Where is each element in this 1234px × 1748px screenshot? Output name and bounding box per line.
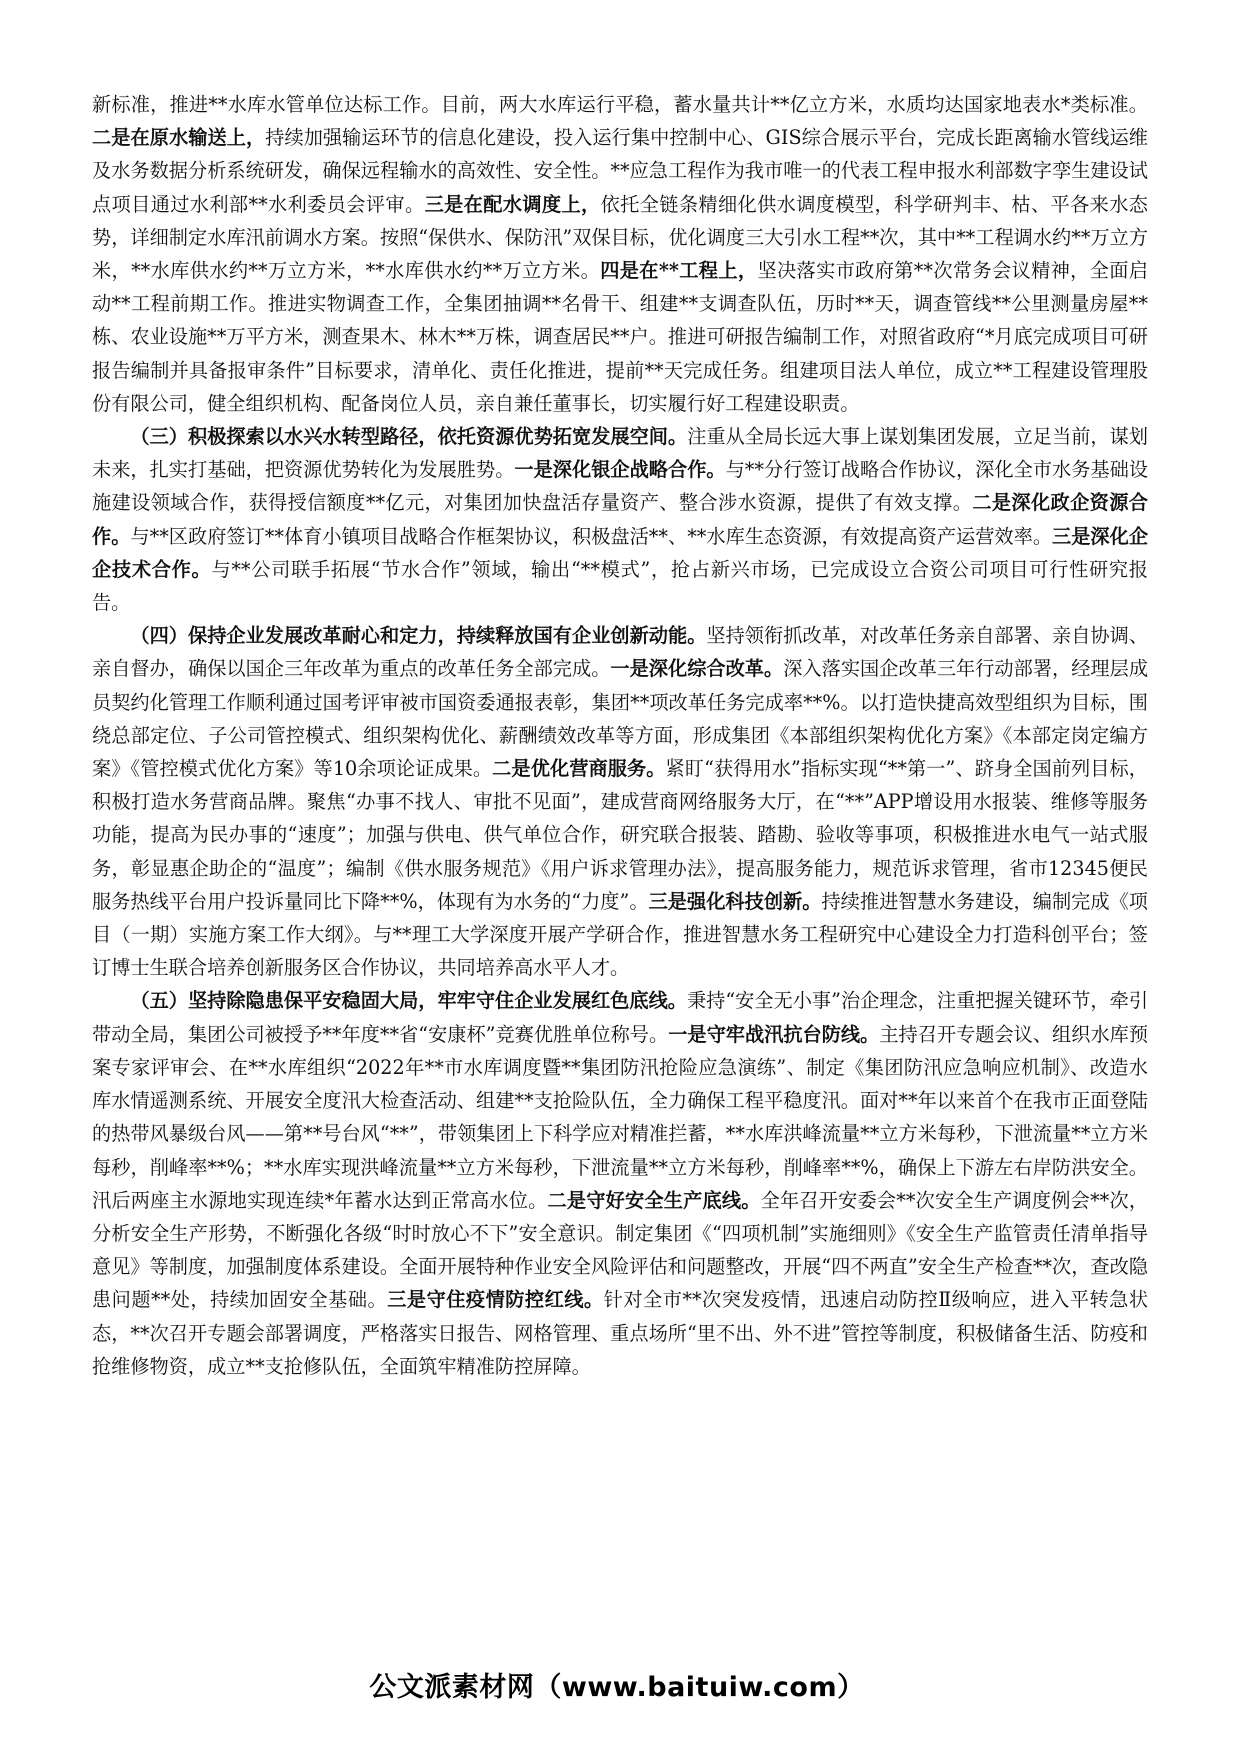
text-segment: 紧盯“获得用水”指标实现“**第一”、跻身全国前列目标，积极打造水务营商品牌。聚焦“办事不找人、审批不见面”，建成营商网络服务大厅，在“**”APP增设用水报装、维修等服务功能，提高为民办事的“速度”；加强与供电、供气单位合作，研究联合报装、踏勘、验收等事项，积极推进水电气一站式服务，彰显惠企助企的“温度”；编制《供水服务规范》《用户诉求管理办法》，提高服务能力，规范诉求管理，省市12345便民服务热线平台用户投诉量同比下降**%，体现有为水务的“力度”。 bbox=[92, 757, 1148, 913]
bold-heading: 三是深化企企技术合作。 bbox=[92, 524, 1149, 581]
text-segment: 主持召开专题会议、组织水库预案专家评审会、在**水库组织“2022年**市水库调度暨**集团防汛抢险应急演练”、制定《集团防汛应急响应机制》、改造水库水情遥测系统、开展安全度汛大检查活动、组建**支抢险队伍，全力确保工程平稳度汛。面对**年以来首个在我市正面登陆的热带风暴级台风——第**号台风“**”，带领集团上下科学应对精准拦蓄，**水库洪峰流量**立方米每秒，下泄流量**立方米每秒，削峰率**%；**水库实现洪峰流量**立方米每秒，下泄流量**立方米每秒，削峰率**%，确保上下游左右岸防洪安全。汛后两座主水源地实现连续*年蓄水达到正常高水位。 bbox=[92, 1022, 1149, 1212]
text-segment: 注重从全局长远大事上谋划集团发展，立足当前，谋划未来，扎实打基础，把资源优势转化为发展胜势。 bbox=[92, 425, 1148, 482]
paragraph-section-4 bbox=[92, 619, 1148, 984]
section-heading: （五）坚持除隐患保平安稳固大局，牢牢守住企业发展红色底线。 bbox=[130, 989, 687, 1013]
text-segment: 秉持“安全无小事”治企理念，注重把握关键环节，牵引带动全局，集团公司被授予**年度**省“安康杯”竞赛优胜单位称号。 bbox=[92, 989, 1149, 1046]
text-segment: 全年召开安委会**次安全生产调度例会**次，分析安全生产形势，不断强化各级“时时放心不下”安全意识。制定集团《“四项机制”实施细则》《安全生产监管责任清单指导意见》等制度，加强制度体系建设。全面开展特种作业安全风险评估和问题整改，开展“四不两直”安全生产检查**次，查改隐患问题**处，持续加固安全基础。 bbox=[92, 1188, 1149, 1312]
text-segment: 持续推进智慧水务建设，编制完成《项目（一期）实施方案工作大纲》。与**理工大学深度开展产学研合作，推进智慧水务工程研究中心建设全力打造科创平台；签订博士生联合培养创新服务区合作协议，共同培养高水平人才。 bbox=[92, 889, 1148, 980]
paragraph-1 bbox=[92, 88, 1148, 420]
paragraph-section-5 bbox=[92, 984, 1148, 1382]
bold-heading: 二是守好安全生产底线。 bbox=[547, 1188, 761, 1212]
footer-watermark: 公文派素材网（www.baituiw.com） bbox=[369, 1672, 865, 1703]
section-heading: （四）保持企业发展改革耐心和定力，持续释放国有企业创新动能。 bbox=[130, 624, 707, 648]
bold-heading: 四是在**工程上， bbox=[600, 259, 758, 283]
section-heading: （三）积极探索以水兴水转型路径，依托资源优势拓宽发展空间。 bbox=[130, 425, 688, 449]
text-segment: 与**区政府签订**体育小镇项目战略合作框架协议，积极盘活**、**水库生态资源，有效提高资产运营效率。 bbox=[130, 524, 1053, 548]
text-segment: 坚持领衔抓改革，对改革任务亲自部署、亲自协调、亲自督办，确保以国企三年改革为重点的改革任务全部完成。 bbox=[92, 624, 1149, 681]
text-segment: 针对全市**次突发疫情，迅速启动防控Ⅱ级响应，进入平转急状态，**次召开专题会部署调度，严格落实日报告、网格管理、重点场所“里不出、外不进”管控等制度，积极储备生活、防疫和抢维修物资，成立**支抢修队伍，全面筑牢精准防控屏障。 bbox=[92, 1288, 1149, 1378]
text-segment: 坚决落实市政府第**次常务会议精神，全面启动**工程前期工作。推进实物调查工作，全集团抽调**名骨干、组建**支调查队伍，历时**天，调查管线**公里测量房屋**栋、农业设施**万平方米，测查果木、林木**万株，调查居民**户。推进可研报告编制工作，对照省政府“*月底完成项目可研报告编制并具备报审条件”目标要求，清单化、责任化推进，提前**天完成任务。组建项目法人单位，成立**工程建设管理股份有限公司，健全组织机构、配备岗位人员，亲自兼任董事长，切实履行好工程建设职责。 bbox=[92, 259, 1148, 415]
bold-heading: 二是在原水输送上， bbox=[92, 126, 266, 150]
bold-heading: 二是深化政企资源合作。 bbox=[92, 491, 1148, 548]
bold-heading: 三是强化科技创新。 bbox=[648, 889, 822, 913]
bold-heading: 三是在配水调度上， bbox=[424, 192, 601, 216]
bold-heading: 一是深化银企战略合作。 bbox=[514, 458, 726, 482]
text-segment: 依托全链条精细化供水调度模型，科学研判丰、枯、平各来水态势，详细制定水库汛前调水方案。按照“保供水、保防汛”双保目标，优化调度三大引水工程**次，其中**工程调水约**万立方米，**水库供水约**万立方米，**水库供水约**万立方米。 bbox=[92, 192, 1148, 283]
document-body bbox=[92, 88, 1148, 1383]
text-segment: 新标准，推进**水库水管单位达标工作。目前，两大水库运行平稳，蓄水量共计**亿立方米，水质均达国家地表水*类标准。 bbox=[92, 93, 1148, 116]
text-segment: 持续加强输运环节的信息化建设，投入运行集中控制中心、GIS综合展示平台，完成长距离输水管线运维及水务数据分析系统研发，确保远程输水的高效性、安全性。**应急工程作为我市唯一的代表工程申报水利部数字孪生建设试点项目通过水利部**水利委员会评审。 bbox=[92, 126, 1148, 216]
bold-heading: 一是深化综合改革。 bbox=[610, 657, 784, 681]
text-segment: 与**公司联手拓展“节水合作”领域，输出“**模式”，抢占新兴市场，已完成设立合资公司项目可行性研究报告。 bbox=[92, 557, 1148, 615]
bold-heading: 二是优化营商服务。 bbox=[492, 757, 666, 781]
bold-heading: 三是守住疫情防控红线。 bbox=[387, 1288, 604, 1312]
paragraph-section-3 bbox=[92, 420, 1148, 619]
text-segment: 深入落实国企改革三年行动部署，经理层成员契约化管理工作顺利通过国考评审被市国资委通报表彰，集团**项改革任务完成率**%。以打造快捷高效型组织为目标，围绕总部定位、子公司管控模式、组织架构优化、薪酬绩效改革等方面，形成集团《本部组织架构优化方案》《本部定岗定编方案》《管控模式优化方案》等10余项论证成果。 bbox=[92, 657, 1149, 781]
bold-heading: 一是守牢战汛抗台防线。 bbox=[668, 1022, 880, 1046]
text-segment: 与**分行签订战略合作协议，深化全市水务基础设施建设领域合作，获得授信额度**亿元，对集团加快盘活存量资产、整合涉水资源，提供了有效支撑。 bbox=[92, 458, 1149, 515]
